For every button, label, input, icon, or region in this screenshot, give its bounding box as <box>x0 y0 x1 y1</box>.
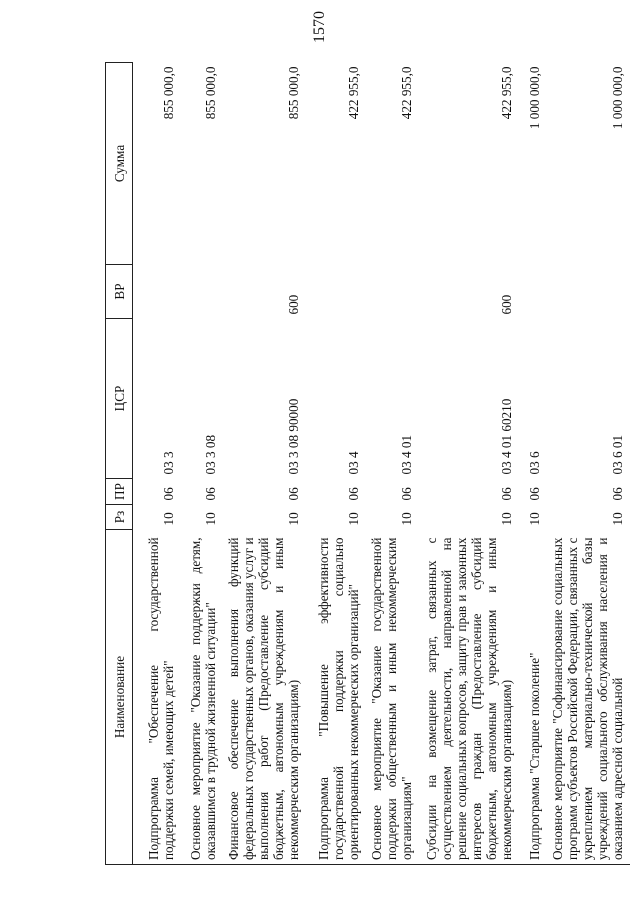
row-sum: 422 955,0 <box>498 66 514 120</box>
row-vr <box>519 265 547 319</box>
row-sum: 422 955,0 <box>345 66 361 120</box>
row-pr: 06 <box>345 487 361 501</box>
row-sum: 855 000,0 <box>160 66 176 120</box>
header-name: Наименование <box>106 530 133 865</box>
row-vr <box>306 265 366 319</box>
row-vr <box>366 265 419 319</box>
row-csr: 03 6 <box>526 451 542 475</box>
row-pr: 06 <box>526 487 542 501</box>
row-vr: 600 <box>285 294 301 315</box>
table-row <box>366 63 419 865</box>
row-csr: 03 4 <box>345 451 361 475</box>
row-name: Подпрограмма "Обеспечение государственной поддержки семей, имеющих детей" <box>133 530 181 865</box>
row-pr: 06 <box>498 487 514 501</box>
row-name: Подпрограмма "Повышение эффективности государственной поддержки социально ориентированных некоммерческих организаций" <box>306 530 366 865</box>
row-pr: 06 <box>398 487 414 501</box>
row-pr: 06 <box>285 487 301 501</box>
table-row <box>306 63 366 865</box>
row-rz: 10 <box>285 512 301 526</box>
row-name: Основное мероприятие "Оказание государственной поддержки общественным и иным некоммерческим организациям" <box>366 530 419 865</box>
row-name: Основное мероприятие "Софинансирование социальных программ субъектов Российской Федерации, связанных с укреплением материально-технической базы учреждений социального обслуживания населения и оказанием адресной социальной <box>547 530 630 865</box>
row-pr: 06 <box>202 487 218 501</box>
rotated-page-area <box>88 0 640 905</box>
row-sum: 1 000 000,0 <box>609 66 625 130</box>
table-header-row <box>106 63 133 865</box>
row-name: Основное мероприятие "Оказание поддержки детям, оказавшимся в трудной жизненной ситуации" <box>181 530 223 865</box>
row-vr <box>547 265 630 319</box>
row-rz: 10 <box>526 512 542 526</box>
header-csr: ЦСР <box>106 319 133 479</box>
row-vr <box>133 265 181 319</box>
budget-table <box>105 62 630 865</box>
table-row <box>133 63 181 865</box>
row-csr: 03 3 08 <box>202 434 218 475</box>
header-pr: ПР <box>106 479 133 505</box>
row-csr: 03 4 01 <box>398 434 414 475</box>
row-rz: 10 <box>202 512 218 526</box>
row-csr: 03 6 01 <box>609 434 625 475</box>
row-rz: 10 <box>345 512 361 526</box>
rotated-table-container <box>105 63 625 865</box>
table-row <box>181 63 223 865</box>
row-sum: 422 955,0 <box>398 66 414 120</box>
row-name: Финансовое обеспечение выполнения функций федеральных государственных органов, оказания услуг и выполнения работ (Предоставление субсидий бюджетным, автономным учреждениям и иным некоммерческим организациям) <box>223 530 306 865</box>
row-vr <box>181 265 223 319</box>
row-sum: 855 000,0 <box>202 66 218 120</box>
row-sum: 855 000,0 <box>285 66 301 120</box>
table-row <box>519 63 547 865</box>
row-rz: 10 <box>609 512 625 526</box>
row-rz: 10 <box>160 512 176 526</box>
row-pr: 06 <box>609 487 625 501</box>
header-sum: Сумма <box>106 63 133 265</box>
table-row <box>547 63 630 865</box>
table-row <box>223 63 306 865</box>
row-name: Подпрограмма "Старшее поколение" <box>519 530 547 865</box>
row-csr: 03 3 08 90000 <box>285 398 301 475</box>
row-pr: 06 <box>160 487 176 501</box>
row-rz: 10 <box>498 512 514 526</box>
header-vr: ВР <box>106 265 133 319</box>
row-sum: 1 000 000,0 <box>526 66 542 130</box>
table-row <box>419 63 519 865</box>
header-rz: Рз <box>106 505 133 530</box>
row-name: Субсидии на возмещение затрат, связанных с осуществлением деятельности, направленной на решение социальных вопросов, защиту прав и законных интересов граждан (Предоставление субсидий бюджетным, автономным учреждениям и иным некоммерческим организациям) <box>419 530 519 865</box>
row-vr: 600 <box>498 294 514 315</box>
row-csr: 03 4 01 60210 <box>498 398 514 475</box>
row-rz: 10 <box>398 512 414 526</box>
row-csr: 03 3 <box>160 451 176 475</box>
page-number-text: 1570 <box>311 11 328 43</box>
